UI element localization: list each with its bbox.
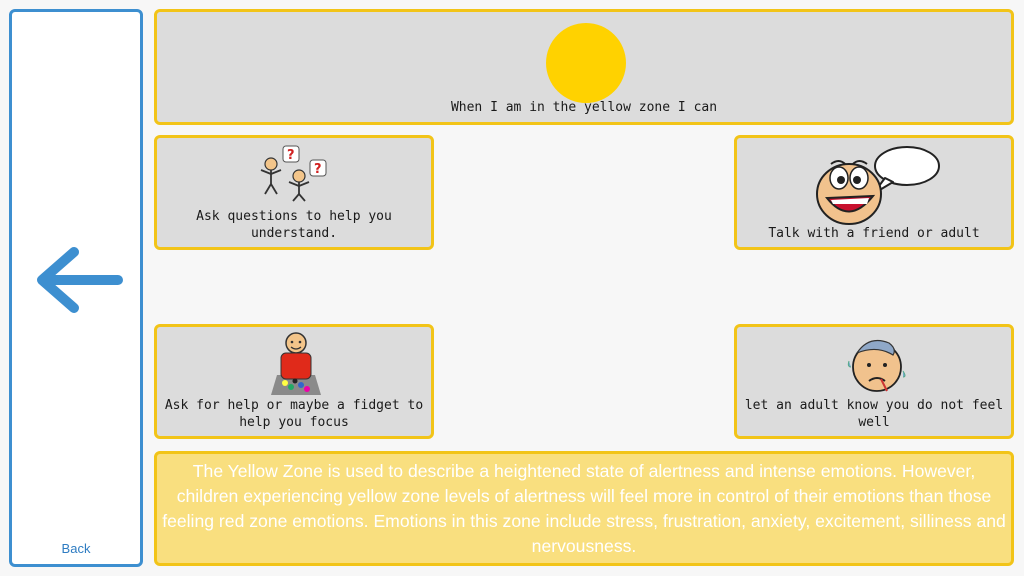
fidget-tile[interactable] — [154, 324, 434, 439]
question-people-icon — [255, 144, 335, 202]
sick-face-icon — [843, 331, 911, 395]
fidget-boy-icon — [261, 331, 331, 397]
svg-text:?: ? — [314, 162, 322, 177]
header-label: When I am in the yellow zone I can — [450, 100, 718, 115]
yellow-zone-description — [154, 451, 1014, 566]
ask-questions-label: Ask questions to help you understand. — [196, 209, 392, 241]
feel-unwell-tile[interactable] — [734, 324, 1014, 439]
yellow-zone-header-tile[interactable] — [154, 9, 1014, 125]
yellow-circle-icon — [544, 22, 628, 104]
description-text: The Yellow Zone is used to describe a heightened state of alertness and intense emotions. However, children experiencing yellow zone levels of alertness will feel more in control of their emotions than those feeling red zone emotions. Emotions in this zone include stress, frustration, anxiety, excitement, silliness and nervousness. — [162, 460, 1006, 556]
ask-questions-tile[interactable] — [154, 135, 434, 250]
talk-friend-tile[interactable] — [734, 135, 1014, 250]
feel-unwell-label: let an adult know you do not feel well — [744, 398, 1004, 430]
talk-friend-label: Talk with a friend or adult — [768, 226, 980, 241]
back-button[interactable] — [9, 9, 143, 567]
svg-text:?: ? — [287, 148, 295, 163]
arrow-left-icon — [30, 244, 126, 316]
fidget-label: Ask for help or maybe a fidget to help you focus — [164, 398, 424, 430]
talking-face-icon — [813, 144, 941, 226]
back-label: Back — [61, 541, 91, 556]
